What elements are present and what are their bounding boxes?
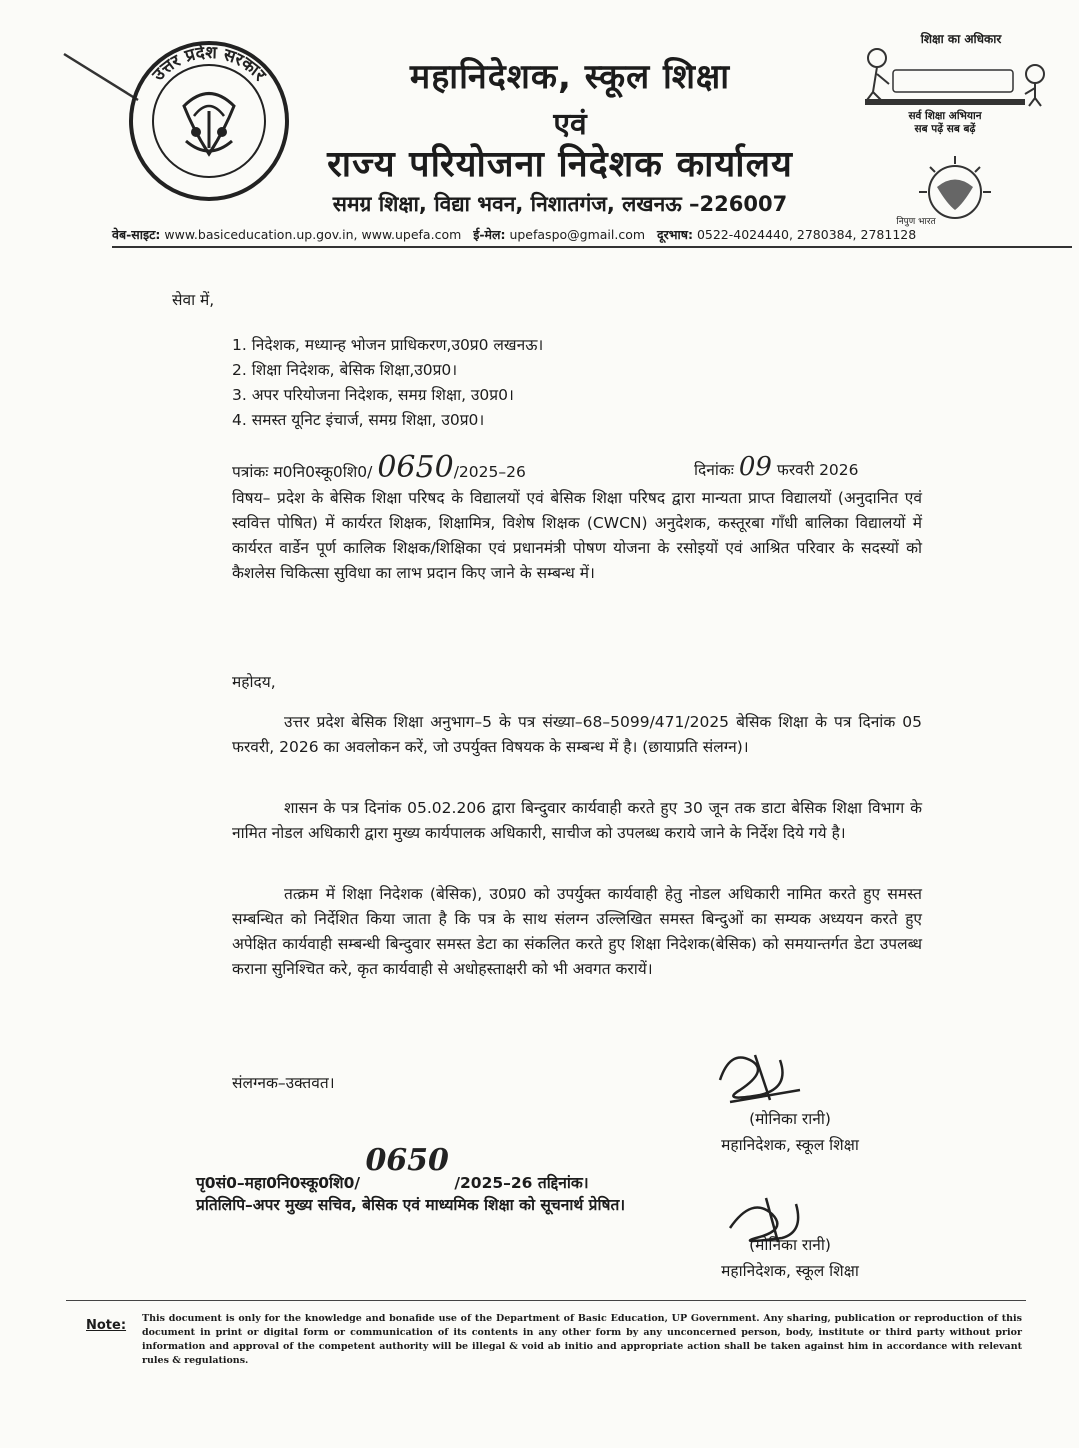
ssa-text	[880, 110, 1010, 136]
office-title-line3: राज्य परियोजना निदेशक कार्यालय	[327, 144, 793, 185]
recipient-list	[232, 333, 932, 433]
letter-date	[694, 452, 859, 483]
rte-ssa-logo	[855, 44, 1055, 238]
phone-numbers: 0522-4024440, 2780384, 2781128	[696, 227, 917, 242]
note-label: Note:	[86, 1318, 127, 1333]
date-label: दिनांकः	[694, 461, 734, 479]
email-label: ई-मेल:	[473, 227, 506, 242]
addressee-salutation: सेवा में,	[172, 291, 215, 309]
email-address[interactable]: upefaspo@gmail.com	[509, 227, 646, 242]
website-label: वेब-साइट:	[112, 227, 161, 242]
signatory-name: (मोनिका रानी)	[749, 1110, 831, 1128]
date-handwritten-day: 09	[738, 452, 772, 482]
footer-divider	[66, 1300, 1026, 1301]
reference-suffix: /2025–26	[453, 463, 526, 481]
paragraph-3: तत्क्रम में शिक्षा निदेशक (बेसिक), उ0प्र0 को उपर्युक्त कार्यवाही हेतु नोडल अधिकारी नामित करते हुए समस्त सम्बन्धित को निर्देशित किया जाता है कि पत्र के साथ संलग्न उल्लिखित समस्त बिन्दुओं का सम्यक अध्ययन करते हुए अपेक्षित कार्यवाही सम्बन्धी बिन्दुवार समस्त डेटा का संकलित करते हुए शिक्षा निदेशक(बेसिक) को समयान्तर्गत डेटा उपलब्ध कराना सुनिश्चित करे, कृत कार्यवाही से अधोहस्ताक्षरी को भी अवगत करायें।	[232, 885, 922, 978]
header-divider	[112, 246, 1072, 248]
up-government-seal	[124, 36, 294, 206]
paragraph-1: उत्तर प्रदेश बेसिक शिक्षा अनुभाग–5 के पत्र संख्या–68–5099/471/2025 बेसिक शिक्षा के पत्र दिनांक 05 फरवरी, 2026 का अवलोकन करें, जो उपर्युक्त विषयक के सम्बन्ध में है। (छायाप्रति संलग्न)।	[232, 713, 922, 756]
recipient-item: 3. अपर परियोजना निदेशक, समग्र शिक्षा, उ0प्र0।	[232, 386, 514, 404]
date-month-year: फरवरी 2026	[776, 461, 859, 479]
office-address: समग्र शिक्षा, विद्या भवन, निशातगंज, लखनऊ –226007	[332, 192, 788, 216]
office-title-line2: एवं	[553, 107, 587, 142]
endorsement-prefix: पृ0सं0–महा0नि0स्कू0शि0/	[196, 1174, 361, 1192]
recipient-item: 2. शिक्षा निदेशक, बेसिक शिक्षा,उ0प्र0।	[232, 361, 458, 379]
signatory2-title: महानिदेशक, स्कूल शिक्षा	[721, 1262, 859, 1280]
endorsement-suffix: /2025–26 तद्दिनांक।	[454, 1174, 589, 1192]
signatory2-name: (मोनिका रानी)	[749, 1236, 831, 1254]
paragraph-2: शासन के पत्र दिनांक 05.02.206 द्वारा बिन्दुवार कार्यवाही करते हुए 30 जून तक डाटा बेसिक शिक्षा विभाग के नामित नोडल अधिकारी द्वारा मुख्य कार्यपालक अधिकारी, साचीज को उपलब्ध कराये जाने के निर्देश दिये गये है।	[232, 799, 922, 842]
phone-label: दूरभाष:	[656, 227, 693, 242]
contact-line	[112, 226, 1072, 243]
ssa-text-line1: सर्व शिक्षा अभियान	[908, 110, 982, 122]
recipient-item: 1. निदेशक, मध्यान्ह भोजन प्राधिकरण,उ0प्र0 लखनऊ।	[232, 336, 544, 354]
office-title-line1: महानिदेशक, स्कूल शिक्षा	[409, 57, 731, 97]
ssa-text-line2: सब पढ़ें सब बढ़ें	[914, 123, 976, 135]
signatory-title: महानिदेशक, स्कूल शिक्षा	[721, 1136, 859, 1154]
svg-text:उत्तर प्रदेश सरकार: उत्तर प्रदेश सरकार	[148, 42, 270, 86]
endorsement-number	[196, 1143, 589, 1196]
subject-paragraph: विषय– प्रदेश के बेसिक शिक्षा परिषद के विद्यालयों एवं बेसिक शिक्षा परिषद द्वारा मान्यता प्राप्त विद्यालयों (अनुदानित एवं स्ववित्त पोषित) में कार्यरत शिक्षक, शिक्षामित्र, विशेष शिक्षक (CWCN) अनुदेशक, कस्तूरबा गाँधी बालिका विद्यालयों में कार्यरत वार्डेन पूर्ण कालिक शिक्षक/शिक्षिका एवं प्रधानमंत्री पोषण योजना के रसोइयों एवं आश्रित परिवार के सदस्यों को कैशलेस चिकित्सा सुविधा का लाभ प्रदान किए जाने के सम्बन्ध में।	[232, 489, 922, 582]
reference-prefix: पत्रांकः म0नि0स्कू0शि0/	[232, 463, 373, 481]
copy-to-line: प्रतिलिपि–अपर मुख्य सचिव, बेसिक एवं माध्यमिक शिक्षा को सूचनार्थ प्रेषित।	[196, 1196, 626, 1214]
enclosure-note: संलग्नक–उक्तवत।	[232, 1074, 335, 1092]
disclaimer-note: This document is only for the knowledge and bonafide use of the Department of Basic Education, UP Government. Any sharing, publication or reproduction of this document in print or digital form or communication of its contents in any other form by any unconcerned person, body, institute or third party without prior information and approval of the competent authority will be illegal & void ab initio and appropriate action shall be taken against him in accordance with relevant rules & regulations.	[142, 1313, 1022, 1366]
rte-tagline: शिक्षा का अधिकार	[920, 32, 1002, 46]
endorsement-handwritten-number: 0650	[365, 1143, 449, 1178]
recipient-item: 4. समस्त यूनिट इंचार्ज, समग्र शिक्षा, उ0प्र0।	[232, 411, 485, 429]
signatory-block-2	[690, 1232, 890, 1284]
nipun-label: निपुण भारत	[896, 217, 936, 227]
website-links[interactable]: www.basiceducation.up.gov.in, www.upefa.com	[164, 227, 462, 242]
signatory-block	[690, 1106, 890, 1158]
reference-handwritten-number: 0650	[377, 450, 454, 485]
signature-scribble	[700, 1040, 820, 1110]
salutation: महोदय,	[232, 673, 276, 691]
